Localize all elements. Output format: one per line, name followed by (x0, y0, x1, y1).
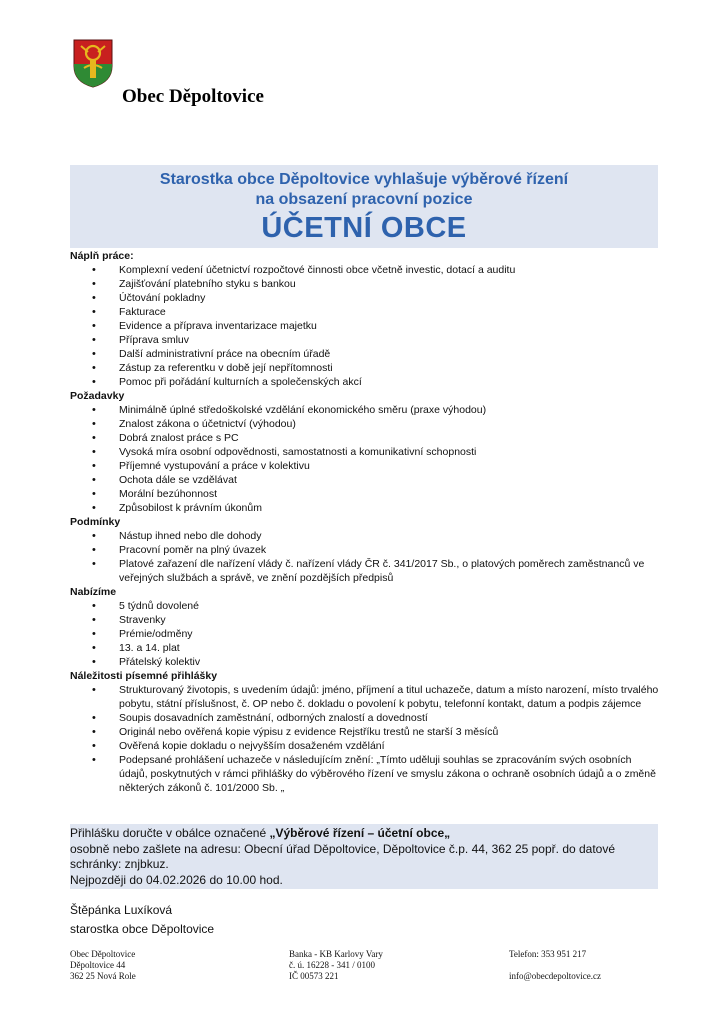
title-banner (70, 165, 658, 248)
offer-list (70, 599, 660, 669)
list-item: • Strukturovaný životopis, s uvedením údajů: jméno, příjmení a titul uchazeče, datum a místo narození, místo trvalého pobytu, státní příslušnost, č. OP nebo č. dokladu o povolení k pobytu, telefonní kontakt, datum a podpis zájemce (70, 683, 660, 711)
job-details (70, 249, 660, 795)
signatory-name: Štěpánka Luxíková (70, 903, 173, 917)
duties-list (70, 263, 660, 389)
list-item: • Účtování pokladny (70, 291, 660, 305)
list-item: • Komplexní vedení účetnictví rozpočtové činnosti obce včetně investic, dotací a auditu (70, 263, 660, 277)
footer-line: 362 25 Nová Role (70, 971, 136, 981)
list-item: • Způsobilost k právním úkonům (70, 501, 660, 515)
list-item: • Zástup za referentku v době její nepřítomnosti (70, 361, 660, 375)
list-item: • Morální bezúhonnost (70, 487, 660, 501)
list-item: • Zajišťování platebního styku s bankou (70, 277, 660, 291)
list-item: • Originál nebo ověřená kopie výpisu z evidence Rejstříku trestů ne starší 3 měsíců (70, 725, 660, 739)
list-item: • Minimálně úplné středoškolské vzdělání ekonomického směru (praxe výhodou) (70, 403, 660, 417)
list-item: • Dobrá znalost práce s PC (70, 431, 660, 445)
envelope-label: „Výběrové řízení – účetní obce„ (269, 826, 451, 840)
signature-block (70, 901, 214, 939)
footer-address (70, 949, 136, 982)
list-item: • Pomoc při pořádání kulturních a společenských akcí (70, 375, 660, 389)
signatory-role: starostka obce Děpoltovice (70, 922, 215, 936)
footer-spacer (509, 960, 601, 971)
footer-line: Banka - KB Karlovy Vary (289, 949, 383, 959)
list-item: • Prémie/odměny (70, 627, 660, 641)
title-line-2: na obsazení pracovní pozice (255, 191, 473, 208)
application-instructions (70, 824, 658, 889)
list-item: • Soupis dosavadních zaměstnání, odborných znalostí a dovedností (70, 711, 660, 725)
list-item: • Stravenky (70, 613, 660, 627)
footer-bank (289, 949, 383, 982)
footer-line: IČ 00573 221 (289, 971, 339, 981)
footer-contact (509, 949, 601, 982)
position-title: ÚČETNÍ OBCE (261, 212, 467, 244)
section-heading-duties: Náplň práce: (70, 250, 134, 262)
list-item: • Přátelský kolektiv (70, 655, 660, 669)
footer-email[interactable]: info@obecdepoltovice.cz (509, 971, 601, 981)
section-heading-conditions: Podmínky (70, 516, 121, 528)
section-heading-application-requirements: Náležitosti písemné přihlášky (70, 670, 218, 682)
application-address: osobně nebo zašlete na adresu: Obecní úřad Děpoltovice, Děpoltovice č.p. 44, 362 25 popř. do datové schránky: znjbkuz. (70, 841, 616, 871)
footer-line: Děpoltovice 44 (70, 960, 126, 970)
list-item: • Evidence a příprava inventarizace majetku (70, 319, 660, 333)
list-item: • Podepsané prohlášení uchazeče v následujícím znění: „Tímto uděluji souhlas se zpracováním svých osobních údajů, poskytnutých v rámci přihlášky do výběrového řízení ve smyslu zákona o ochraně osobních údajů a o změně některých zákonů č. 101/2000 Sb. „ (70, 753, 660, 795)
list-item: • Ověřená kopie dokladu o nejvyšším dosaženém vzdělání (70, 739, 660, 753)
title-line-1: Starostka obce Děpoltovice vyhlašuje výběrové řízení (159, 171, 569, 188)
list-item: • Vysoká míra osobní odpovědnosti, samostatnosti a komunikativní schopnosti (70, 445, 660, 459)
list-item: • 5 týdnů dovolené (70, 599, 660, 613)
list-item: • 13. a 14. plat (70, 641, 660, 655)
application-deadline: Nejpozději do 04.02.2026 do 10.00 hod. (70, 872, 283, 887)
list-item: • Nástup ihned nebo dle dohody (70, 529, 660, 543)
application-requirements-list (70, 683, 660, 795)
organization-name: Obec Děpoltovice (122, 86, 264, 107)
list-item: • Příjemné vystupování a práce v kolektivu (70, 459, 660, 473)
coat-of-arms-icon (72, 38, 114, 88)
footer-line: Obec Děpoltovice (70, 949, 136, 959)
list-item: • Pracovní poměr na plný úvazek (70, 543, 660, 557)
list-item: • Platové zařazení dle nařízení vlády č. nařízení vlády ČR č. 341/2017 Sb., o platových poměrech zaměstnanců ve veřejných službách a správě, ve znění pozdějších předpisů (70, 557, 660, 585)
footer-line: č. ú. 16228 - 341 / 0100 (289, 960, 375, 970)
section-heading-offer: Nabízíme (70, 586, 117, 598)
list-item: • Znalost zákona o účetnictví (výhodou) (70, 417, 660, 431)
list-item: • Fakturace (70, 305, 660, 319)
requirements-list (70, 403, 660, 515)
list-item: • Ochota dále se vzdělávat (70, 473, 660, 487)
list-item: • Příprava smluv (70, 333, 660, 347)
footer-phone: Telefon: 353 951 217 (509, 949, 587, 959)
conditions-list (70, 529, 660, 585)
list-item: • Další administrativní práce na obecním úřadě (70, 347, 660, 361)
section-heading-requirements: Požadavky (70, 390, 125, 402)
application-lead: Přihlášku doručte v obálce označené (70, 826, 270, 840)
